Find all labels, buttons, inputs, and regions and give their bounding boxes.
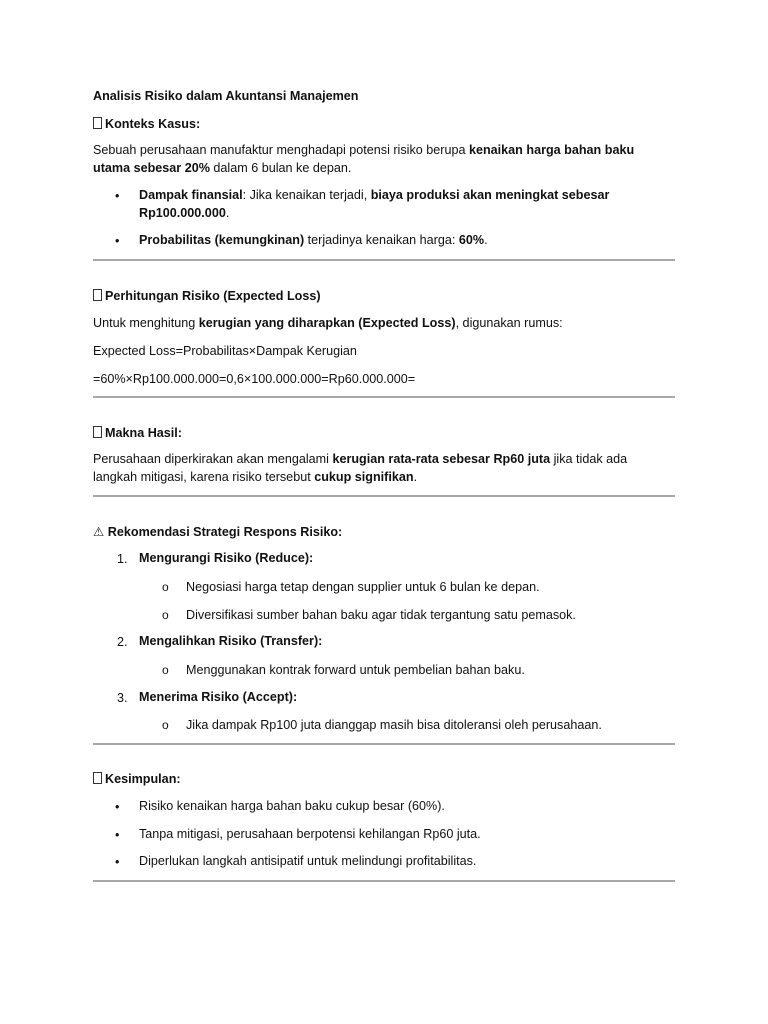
- strategy-detail: Menggunakan kontrak forward untuk pembelian bahan baku.: [186, 663, 525, 677]
- conclusion-text: Risiko kenaikan harga bahan baku cukup besar (60%).: [139, 799, 445, 813]
- document-title: Analisis Risiko dalam Akuntansi Manajemen: [93, 89, 359, 103]
- sub-bullet-glyph: o: [162, 580, 169, 594]
- bullet-glyph: •: [115, 234, 120, 248]
- strategy-detail: Negosiasi harga tetap dengan supplier untuk 6 bulan ke depan.: [186, 580, 540, 594]
- makna-paragraph: Perusahaan diperkirakan akan mengalami kerugian rata-rata sebesar Rp60 juta jika tidak ada langkah mitigasi, karena risiko tersebut cukup signifikan.: [93, 452, 628, 484]
- warning-icon: ⚠: [93, 525, 105, 539]
- bullet-glyph: •: [115, 828, 120, 842]
- horizontal-divider: [93, 259, 675, 261]
- section-heading-kesimpulan: Kesimpulan:: [93, 770, 675, 788]
- strategy-label-accept: Menerima Risiko (Accept):: [139, 690, 298, 704]
- strategy-detail: Diversifikasi sumber bahan baku agar tidak tergantung satu pemasok.: [186, 608, 576, 622]
- sub-bullet-glyph: o: [162, 663, 169, 677]
- probabilitas-text: Probabilitas (kemungkinan) terjadinya kenaikan harga: 60%.: [139, 233, 488, 247]
- list-number: 3.: [117, 691, 128, 705]
- conclusion-text: Diperlukan langkah antisipatif untuk melindungi profitabilitas.: [139, 854, 477, 868]
- missing-glyph-icon: [93, 117, 102, 129]
- expected-loss-formula: Expected Loss=Probabilitas×Dampak Kerugian: [93, 344, 357, 358]
- horizontal-divider: [93, 495, 675, 497]
- bullet-glyph: •: [115, 855, 120, 869]
- conclusion-text: Tanpa mitigasi, perusahaan berpotensi kehilangan Rp60 juta.: [139, 827, 481, 841]
- strategy-label-transfer: Mengalihkan Risiko (Transfer):: [139, 634, 323, 648]
- sub-bullet-glyph: o: [162, 608, 169, 622]
- list-number: 1.: [117, 552, 128, 566]
- bullet-glyph: •: [115, 800, 120, 814]
- sub-bullet-glyph: o: [162, 718, 169, 732]
- missing-glyph-icon: [93, 426, 102, 438]
- horizontal-divider: [93, 743, 675, 745]
- konteks-paragraph: Sebuah perusahaan manufaktur menghadapi potensi risiko berupa kenaikan harga bahan baku utama sebesar 20% dalam 6 bulan ke depan.: [93, 143, 635, 175]
- strategy-detail: Jika dampak Rp100 juta dianggap masih bisa ditoleransi oleh perusahaan.: [186, 718, 602, 732]
- horizontal-divider: [93, 396, 675, 398]
- section-heading-perhitungan: Perhitungan Risiko (Expected Loss): [93, 287, 675, 305]
- perhitungan-intro: Untuk menghitung kerugian yang diharapkan (Expected Loss), digunakan rumus:: [93, 316, 563, 330]
- section-heading-rekomendasi: ⚠ Rekomendasi Strategi Respons Risiko:: [93, 525, 343, 539]
- missing-glyph-icon: [93, 772, 102, 784]
- strategy-label-reduce: Mengurangi Risiko (Reduce):: [139, 551, 314, 565]
- bullet-glyph: •: [115, 189, 120, 203]
- section-heading-makna: Makna Hasil:: [93, 424, 675, 442]
- expected-loss-calculation: =60%×Rp100.000.000=0,6×100.000.000=Rp60.000.000=: [93, 372, 416, 386]
- list-number: 2.: [117, 635, 128, 649]
- missing-glyph-icon: [93, 289, 102, 301]
- horizontal-divider: [93, 880, 675, 882]
- section-heading-konteks: Konteks Kasus:: [93, 115, 675, 133]
- dampak-finansial-text: Dampak finansial: Jika kenaikan terjadi, biaya produksi akan meningkat sebesar Rp100.000.000.: [139, 188, 610, 220]
